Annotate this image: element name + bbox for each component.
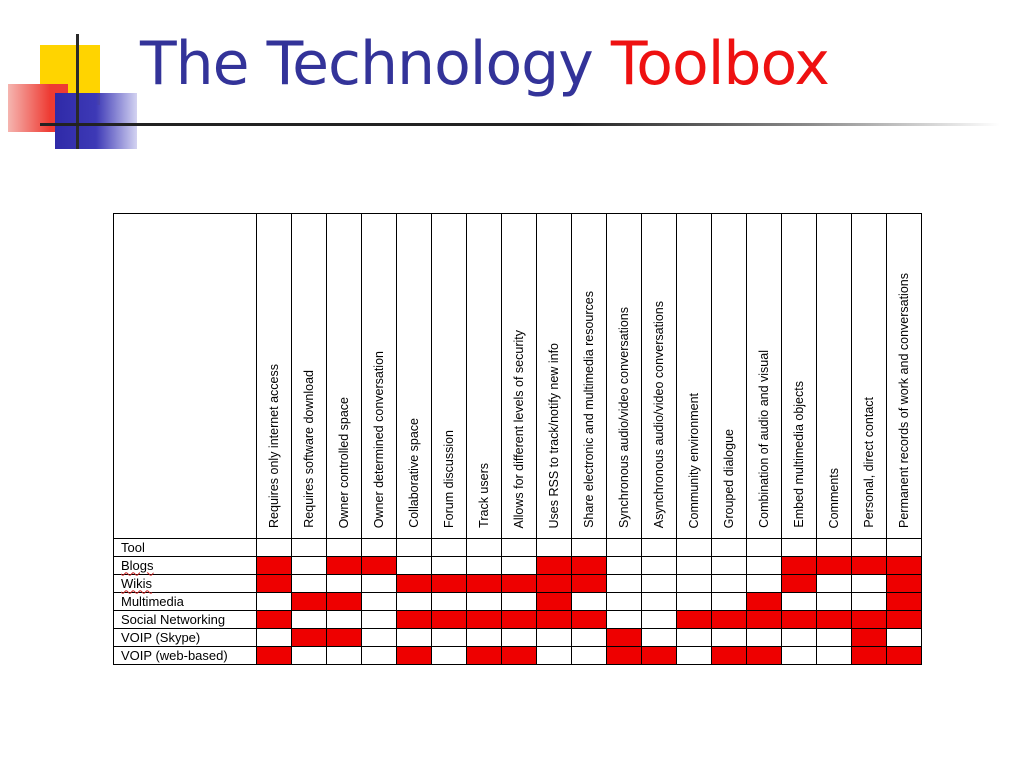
column-header xyxy=(607,214,642,539)
filled-cell xyxy=(327,557,362,575)
empty-cell xyxy=(712,593,747,611)
empty-cell xyxy=(292,611,327,629)
decor-vertical-line xyxy=(76,34,79,149)
column-header xyxy=(642,214,677,539)
column-header-label: Track users xyxy=(477,463,491,528)
empty-cell xyxy=(677,539,712,557)
row-label xyxy=(114,575,257,593)
row-label xyxy=(114,539,257,557)
table-row xyxy=(114,557,922,575)
filled-cell xyxy=(257,611,292,629)
empty-cell xyxy=(257,539,292,557)
column-header xyxy=(677,214,712,539)
empty-cell xyxy=(432,629,467,647)
column-header xyxy=(747,214,782,539)
empty-cell xyxy=(432,557,467,575)
column-header-label: Collaborative space xyxy=(407,418,421,528)
column-header-label: Owner controlled space xyxy=(337,396,351,528)
empty-cell xyxy=(607,575,642,593)
row-label-text: Multimedia xyxy=(121,593,184,609)
column-header xyxy=(817,214,852,539)
filled-cell xyxy=(852,611,887,629)
column-header-label: Asynchronous audio/video conversations xyxy=(652,300,666,528)
empty-cell xyxy=(852,593,887,611)
empty-cell xyxy=(572,647,607,665)
column-header-label: Comments xyxy=(827,467,841,528)
empty-cell xyxy=(257,629,292,647)
empty-cell xyxy=(292,557,327,575)
column-header-label: Allows for different levels of security xyxy=(512,329,526,528)
filled-cell xyxy=(817,557,852,575)
column-header xyxy=(292,214,327,539)
empty-cell xyxy=(712,575,747,593)
filled-cell xyxy=(607,647,642,665)
filled-cell xyxy=(677,611,712,629)
toolbox-table xyxy=(113,213,922,665)
empty-cell xyxy=(257,593,292,611)
filled-cell xyxy=(572,611,607,629)
column-header xyxy=(852,214,887,539)
column-header xyxy=(397,214,432,539)
column-header-label: Permanent records of work and conversations xyxy=(897,273,911,528)
filled-cell xyxy=(467,647,502,665)
empty-cell xyxy=(572,539,607,557)
empty-cell xyxy=(712,557,747,575)
empty-cell xyxy=(782,647,817,665)
empty-cell xyxy=(887,629,922,647)
row-label-text: Tool xyxy=(121,539,145,555)
empty-cell xyxy=(292,647,327,665)
empty-cell xyxy=(362,593,397,611)
filled-cell xyxy=(817,611,852,629)
filled-cell xyxy=(362,557,397,575)
empty-cell xyxy=(607,611,642,629)
filled-cell xyxy=(257,575,292,593)
empty-cell xyxy=(292,575,327,593)
filled-cell xyxy=(327,593,362,611)
filled-cell xyxy=(502,575,537,593)
column-header xyxy=(712,214,747,539)
empty-cell xyxy=(467,593,502,611)
empty-cell xyxy=(362,575,397,593)
column-header-label: Personal, direct contact xyxy=(862,397,876,528)
empty-cell xyxy=(537,647,572,665)
filled-cell xyxy=(747,593,782,611)
empty-cell xyxy=(502,557,537,575)
filled-cell xyxy=(782,557,817,575)
filled-cell xyxy=(397,611,432,629)
filled-cell xyxy=(852,647,887,665)
empty-cell xyxy=(397,593,432,611)
filled-cell xyxy=(747,611,782,629)
column-header-label: Share electronic and multimedia resources xyxy=(582,291,596,528)
empty-cell xyxy=(677,575,712,593)
column-header xyxy=(467,214,502,539)
column-header xyxy=(887,214,922,539)
empty-cell xyxy=(432,539,467,557)
empty-cell xyxy=(432,647,467,665)
row-label xyxy=(114,611,257,629)
filled-cell xyxy=(467,611,502,629)
empty-cell xyxy=(677,593,712,611)
empty-cell xyxy=(607,593,642,611)
empty-cell xyxy=(572,593,607,611)
table-corner-cell xyxy=(114,214,257,539)
empty-cell xyxy=(817,629,852,647)
empty-cell xyxy=(362,539,397,557)
empty-cell xyxy=(467,557,502,575)
empty-cell xyxy=(747,629,782,647)
column-header xyxy=(327,214,362,539)
empty-cell xyxy=(502,539,537,557)
slide-title xyxy=(140,29,829,99)
empty-cell xyxy=(362,647,397,665)
empty-cell xyxy=(642,575,677,593)
filled-cell xyxy=(502,647,537,665)
filled-cell xyxy=(782,575,817,593)
empty-cell xyxy=(362,629,397,647)
empty-cell xyxy=(677,647,712,665)
empty-cell xyxy=(467,539,502,557)
table-row xyxy=(114,647,922,665)
empty-cell xyxy=(817,647,852,665)
filled-cell xyxy=(537,593,572,611)
row-label-text: Blogs xyxy=(121,557,154,573)
column-header xyxy=(782,214,817,539)
empty-cell xyxy=(642,557,677,575)
empty-cell xyxy=(747,539,782,557)
slide-title-accent: Toolbox xyxy=(610,29,829,99)
column-header-label: Grouped dialogue xyxy=(722,428,736,528)
empty-cell xyxy=(607,539,642,557)
filled-cell xyxy=(537,611,572,629)
filled-cell xyxy=(572,557,607,575)
table-row xyxy=(114,629,922,647)
filled-cell xyxy=(432,575,467,593)
row-label xyxy=(114,557,257,575)
empty-cell xyxy=(817,593,852,611)
empty-cell xyxy=(887,539,922,557)
empty-cell xyxy=(782,593,817,611)
empty-cell xyxy=(327,611,362,629)
table-body xyxy=(114,539,922,665)
row-label xyxy=(114,647,257,665)
empty-cell xyxy=(782,539,817,557)
filled-cell xyxy=(257,557,292,575)
empty-cell xyxy=(362,611,397,629)
column-header-label: Community environment xyxy=(687,392,701,528)
row-label xyxy=(114,593,257,611)
table-row xyxy=(114,593,922,611)
empty-cell xyxy=(782,629,817,647)
filled-cell xyxy=(747,647,782,665)
table-row xyxy=(114,611,922,629)
empty-cell xyxy=(327,647,362,665)
filled-cell xyxy=(467,575,502,593)
column-header-label: Requires only internet access xyxy=(267,364,281,528)
column-header-label: Embed multimedia objects xyxy=(792,381,806,528)
empty-cell xyxy=(747,557,782,575)
table-row xyxy=(114,575,922,593)
empty-cell xyxy=(537,629,572,647)
row-label-text: Wikis xyxy=(121,575,153,591)
filled-cell xyxy=(712,647,747,665)
empty-cell xyxy=(642,593,677,611)
filled-cell xyxy=(327,629,362,647)
empty-cell xyxy=(712,629,747,647)
slide-title-part1: The Technology xyxy=(140,29,611,99)
row-label xyxy=(114,629,257,647)
filled-cell xyxy=(397,647,432,665)
filled-cell xyxy=(887,647,922,665)
filled-cell xyxy=(852,557,887,575)
filled-cell xyxy=(887,575,922,593)
empty-cell xyxy=(677,629,712,647)
column-header xyxy=(572,214,607,539)
empty-cell xyxy=(397,629,432,647)
empty-cell xyxy=(397,539,432,557)
empty-cell xyxy=(327,539,362,557)
row-label-text: VOIP (web-based) xyxy=(121,647,228,663)
row-label-text: VOIP (Skype) xyxy=(121,629,201,645)
column-header-label: Owner determined conversation xyxy=(372,350,386,528)
row-label-text: Social Networking xyxy=(121,611,226,627)
table-row xyxy=(114,539,922,557)
filled-cell xyxy=(572,575,607,593)
column-header-label: Requires software download xyxy=(302,370,316,528)
empty-cell xyxy=(852,539,887,557)
column-header xyxy=(502,214,537,539)
empty-cell xyxy=(572,629,607,647)
filled-cell xyxy=(292,593,327,611)
decor-blue-square xyxy=(55,93,137,149)
title-underline-rule xyxy=(40,123,1000,126)
empty-cell xyxy=(502,629,537,647)
filled-cell xyxy=(712,611,747,629)
column-header-label: Forum discussion xyxy=(442,430,456,528)
empty-cell xyxy=(642,629,677,647)
empty-cell xyxy=(817,575,852,593)
filled-cell xyxy=(432,611,467,629)
filled-cell xyxy=(537,557,572,575)
filled-cell xyxy=(257,647,292,665)
column-header-label: Uses RSS to track/notify new info xyxy=(547,342,561,528)
column-header-label: Synchronous audio/video conversations xyxy=(617,307,631,528)
column-header-label: Combination of audio and visual xyxy=(757,350,771,528)
empty-cell xyxy=(642,539,677,557)
empty-cell xyxy=(502,593,537,611)
column-header xyxy=(257,214,292,539)
filled-cell xyxy=(852,629,887,647)
filled-cell xyxy=(887,593,922,611)
filled-cell xyxy=(502,611,537,629)
empty-cell xyxy=(747,575,782,593)
empty-cell xyxy=(397,557,432,575)
filled-cell xyxy=(887,557,922,575)
empty-cell xyxy=(817,539,852,557)
column-header xyxy=(432,214,467,539)
empty-cell xyxy=(292,539,327,557)
filled-cell xyxy=(642,647,677,665)
filled-cell xyxy=(537,575,572,593)
empty-cell xyxy=(712,539,747,557)
filled-cell xyxy=(607,629,642,647)
filled-cell xyxy=(397,575,432,593)
column-header xyxy=(362,214,397,539)
empty-cell xyxy=(432,593,467,611)
empty-cell xyxy=(677,557,712,575)
empty-cell xyxy=(642,611,677,629)
empty-cell xyxy=(537,539,572,557)
column-header xyxy=(537,214,572,539)
empty-cell xyxy=(467,629,502,647)
empty-cell xyxy=(327,575,362,593)
filled-cell xyxy=(887,611,922,629)
empty-cell xyxy=(607,557,642,575)
empty-cell xyxy=(852,575,887,593)
filled-cell xyxy=(292,629,327,647)
table-header-row xyxy=(114,214,922,539)
filled-cell xyxy=(782,611,817,629)
